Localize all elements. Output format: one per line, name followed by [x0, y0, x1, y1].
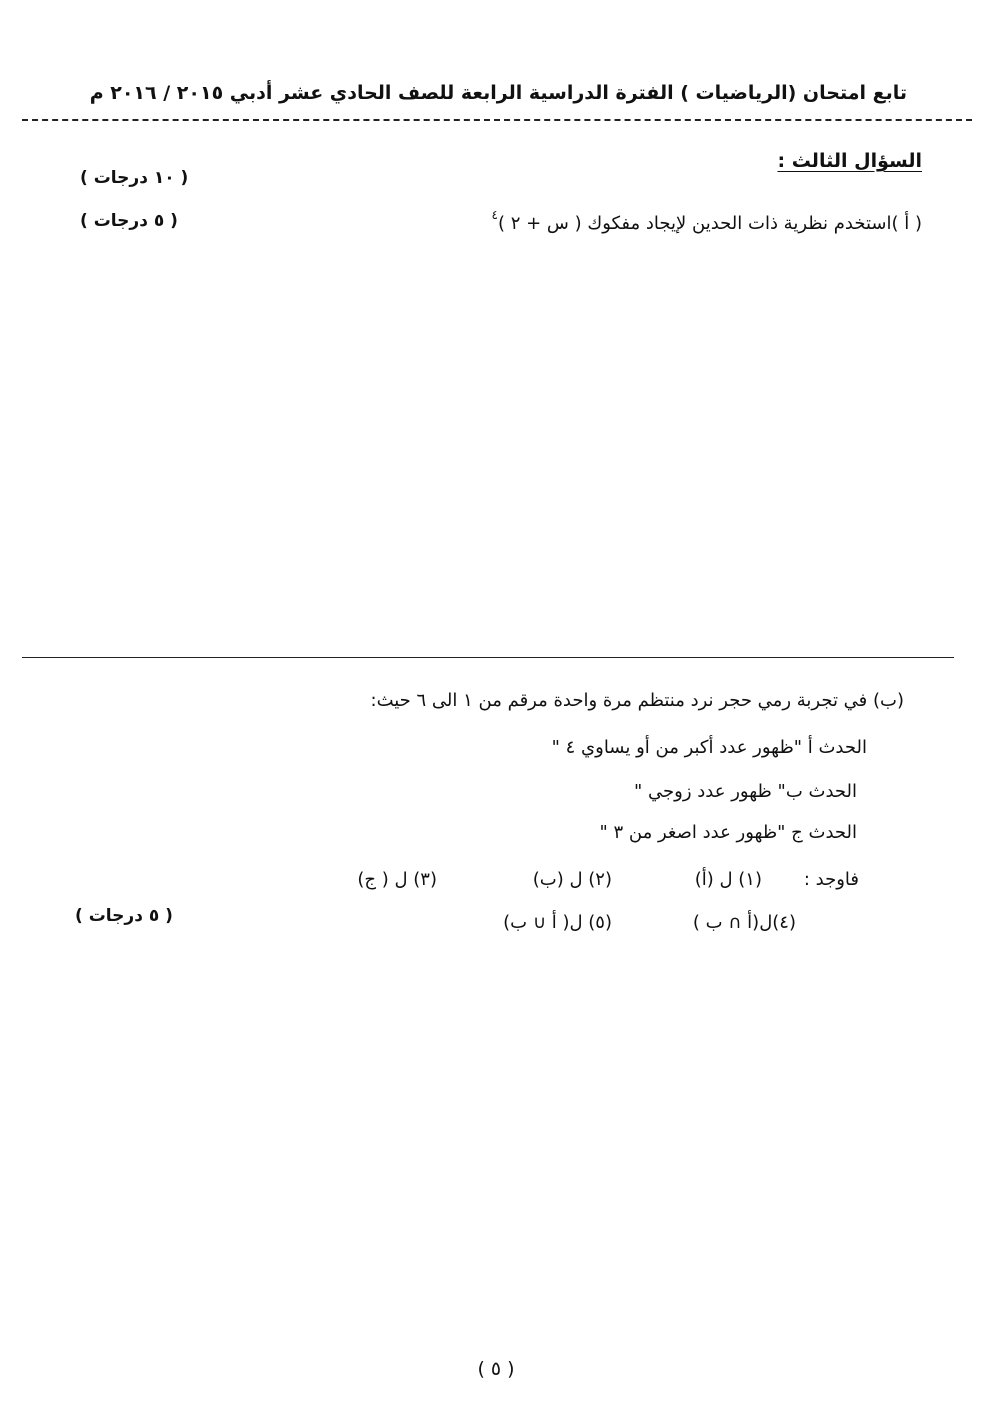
header-rule	[22, 119, 972, 121]
part-b-intro: (ب) في تجربة رمي حجر نرد منتظم مرة واحدة مرقم من ١ الى ٦ حيث:	[370, 690, 904, 711]
event-a: الحدث أ "ظهور عدد أكبر من أو يساوي ٤ "	[551, 737, 867, 758]
find-item-4: (٤)ل(أ ∩ ب )	[692, 912, 796, 933]
part-a-marks: ( ٥ درجات )	[80, 211, 178, 231]
part-b-marks: ( ٥ درجات )	[75, 906, 173, 926]
part-a-text: ( أ )استخدم نظرية ذات الحدين لإيجاد مفكوك ( س + ٢ )	[497, 213, 922, 234]
find-item-1: (١) ل (أ)	[694, 869, 762, 890]
find-label: فاوجد :	[803, 869, 859, 890]
find-item-3: (٣) ل ( ج)	[357, 869, 437, 890]
section-divider	[22, 657, 954, 658]
find-item-2: (٢) ل (ب)	[532, 869, 612, 890]
event-b: الحدث ب" ظهور عدد زوجي "	[634, 781, 857, 802]
event-c: الحدث ج "ظهور عدد اصغر من ٣ "	[599, 822, 857, 843]
part-a-exponent: ٤	[491, 208, 498, 222]
find-item-5: (٥) ل( أ ∪ ب)	[503, 912, 612, 933]
part-a-question	[491, 208, 922, 234]
exam-header: تابع امتحان (الرياضيات ) الفترة الدراسية الرابعة للصف الحادي عشر أدبي ٢٠١٥ / ٢٠١٦ م	[89, 82, 907, 104]
page-number: ( ٥ )	[477, 1358, 515, 1380]
question-title: السؤال الثالث :	[777, 150, 922, 172]
question-total-marks: ( ١٠ درجات )	[80, 168, 189, 188]
